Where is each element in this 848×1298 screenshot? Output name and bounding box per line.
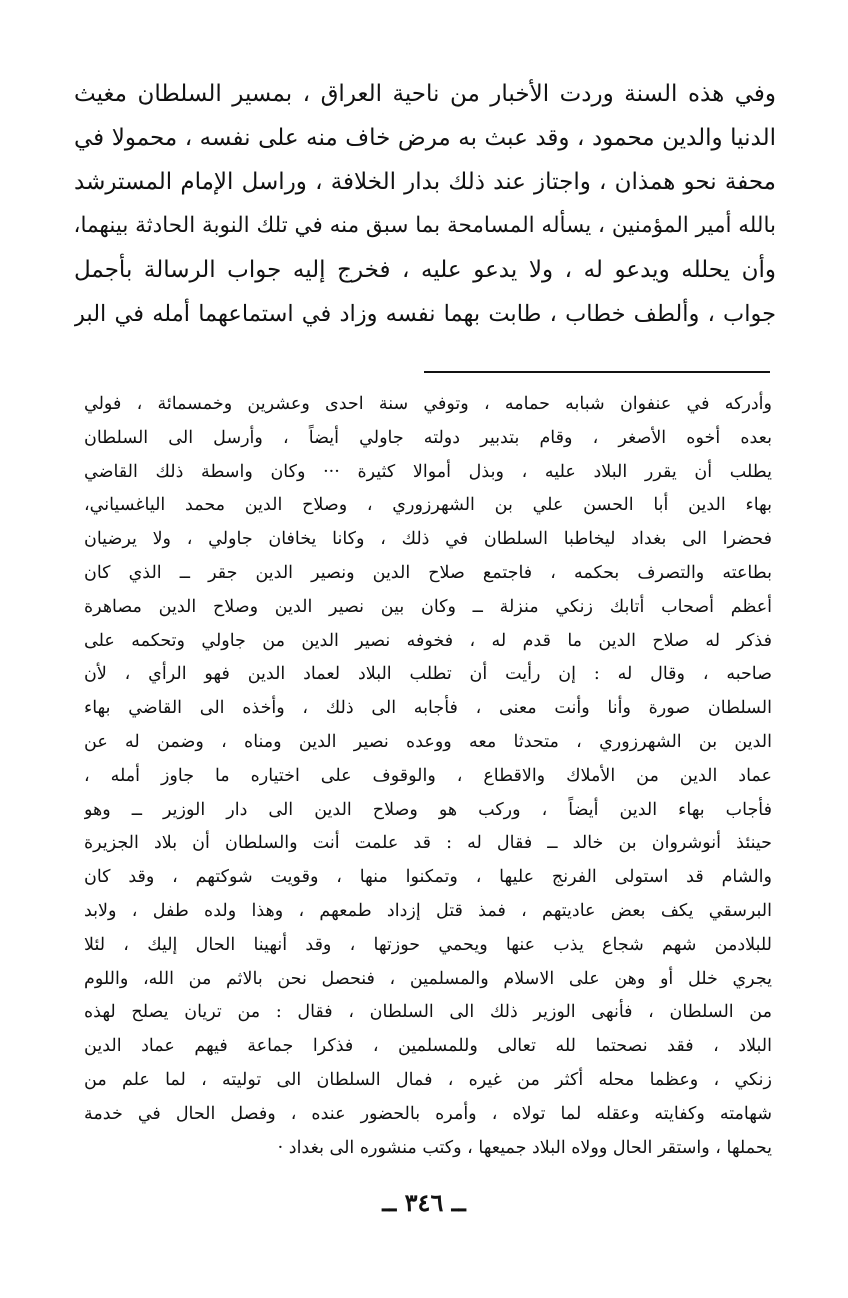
footnote-line: وأدركه في عنفوان شبابه حمامه ، وتوفي سنة احدى وعشرين وخمسمائة ، فولي: [84, 394, 772, 414]
footnote-line: بعده أخوه الأصغر ، وقام بتدبير دولته جاولي أيضاً ، وأرسل الى السلطان: [84, 427, 772, 448]
footnote-line: حينئذ أنوشروان بن خالد ــ فقال له : قد علمت أنت والسلطان أن بلاد الجزيرة: [84, 833, 772, 854]
footnote-line: عماد الدين من الأملاك والاقطاع ، والوقوف على اختياره ما جاوز أمله ،: [84, 765, 772, 786]
footnote-line: فأجاب بهاء الدين أيضاً ، وركب هو وصلاح الدين الى دار الوزير ــ وهو: [84, 799, 772, 820]
footnote-line: البلاد ، فقد نصحتما لله تعالى وللمسلمين ، فذكرا جماعة فيهم عماد الدين: [84, 1036, 772, 1057]
footnote-line: للبلادمن شهم شجاع يذب عنها ويحمي حوزتها ، وقد أنهينا الحال إليك ، لئلا: [84, 934, 772, 955]
main-line: وأن يحلله ويدعو له ، ولا يدعو عليه ، فخرج إليه جواب الرسالة بأجمل: [74, 257, 776, 283]
footnote-line: من السلطان ، فأنهى الوزير ذلك الى السلطان ، فقال : من تريان يصلح لهذه: [84, 1002, 772, 1023]
main-paragraph: [74, 72, 776, 336]
footnote-line: فحضرا الى بغداد ليخاطبا السلطان في ذلك ، وكانا يخافان جاولي ، ولا يرضيان: [84, 529, 772, 550]
footnote-line: السلطان صورة وأنا وأنت معنى ، فأجابه الى ذلك ، وأخذه الى القاضي بهاء: [84, 698, 772, 719]
footnote-line: الدين بن الشهرزوري ، متحدثا معه ووعده نصير الدين ومناه ، وضمن له عن: [84, 731, 772, 752]
footnote-line: يحملها ، واستقر الحال وولاه البلاد جميعها ، وكتب منشوره الى بغداد ·: [277, 1137, 772, 1158]
footnote-line: زنكي ، وعظما محله أكثر من غيره ، فمال السلطان الى توليته ، لما علم من: [84, 1069, 772, 1090]
main-line: الدنيا والدين محمود ، وقد عبث به مرض خاف منه على نفسه ، محمولا في: [74, 125, 776, 151]
footnote: [84, 388, 772, 1165]
footnote-line: بهاء الدين أبا الحسن علي بن الشهرزوري ، وصلاح الدين محمد الياغسياني،: [84, 495, 772, 516]
footnote-line: يطلب أن يقرر البلاد عليه ، وبذل أموالا كثيرة ··· وكان واسطة ذلك القاضي: [84, 461, 772, 482]
footnote-line: يجري خلل أو وهن على الاسلام والمسلمين ، فنحصل نحن بالاثم من الله، واللوم: [84, 968, 772, 989]
footnote-divider: [424, 371, 770, 373]
footnote-line: فذكر له صلاح الدين ما قدم له ، فخوفه نصير الدين من جاولي وتحكمه على: [84, 630, 772, 651]
footnote-line: البرسقي يكف بعض عاديتهم ، فمذ قتل إزداد طمعهم ، وهذا ولده طفل ، ولابد: [84, 900, 772, 921]
footnote-line: أعظم أصحاب أتابك زنكي منزلة ــ وكان بين نصير الدين وصلاح الدين مصاهرة: [84, 596, 772, 617]
footnote-line: شهامته وكفايته وعقله لما تولاه ، وأمره بالحضور عنده ، وفصل الحال في خدمة: [84, 1103, 772, 1124]
footnote-line: صاحبه ، وقال له : إن رأيت أن تطلب البلاد لعماد الدين فهو الرأي ، لأن: [84, 664, 772, 685]
main-line: جواب ، وألطف خطاب ، طابت بهما نفسه وزاد في استماعهما أمله في البر: [74, 301, 776, 327]
footnote-line: والشام قد استولى الفرنج عليها ، وتمكنوا منها ، وقويت شوكتهم ، وقد كان: [84, 867, 772, 888]
footnote-line: بطاعته والتصرف بحكمه ، فاجتمع صلاح الدين ونصير الدين جقر ــ الذي كان: [84, 562, 772, 583]
main-line: محفة نحو همذان ، واجتاز عند ذلك بدار الخلافة ، وراسل الإمام المسترشد: [74, 169, 776, 195]
main-line: بالله أمير المؤمنين ، يسأله المسامحة بما سبق منه في تلك النوبة الحادثة بينهما،: [74, 213, 776, 238]
main-line: وفي هذه السنة وردت الأخبار من ناحية العراق ، بمسير السلطان مغيث: [74, 81, 776, 107]
page-number: ــ ٣٤٦ ــ: [382, 1188, 466, 1217]
